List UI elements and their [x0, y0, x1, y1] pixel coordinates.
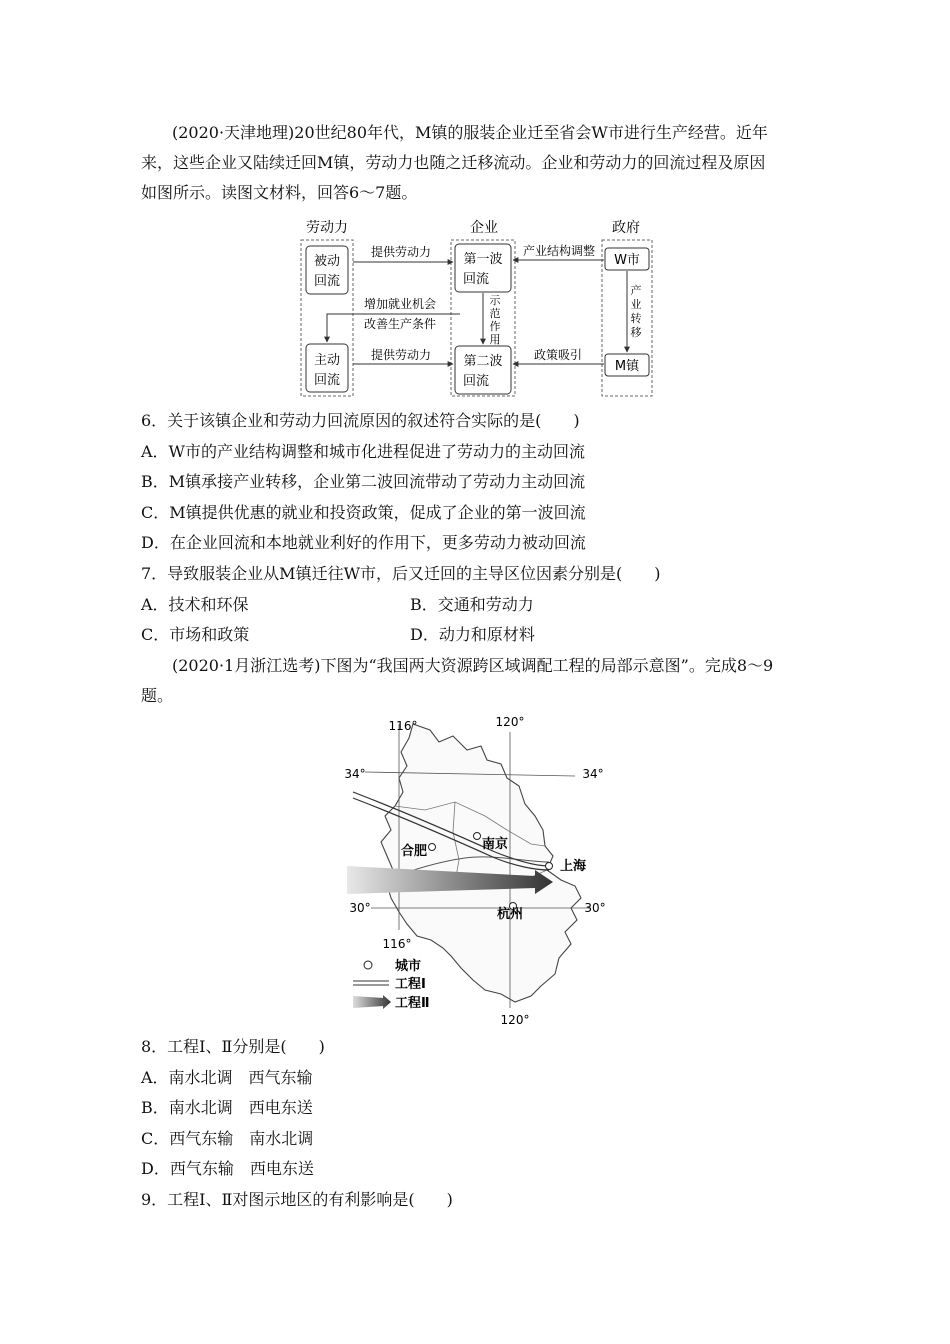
lon-120-top-label: 120°: [495, 715, 525, 729]
city-hefei: 合肥: [400, 844, 428, 859]
col-enterprise-label: 企业: [470, 220, 498, 236]
second-wave-label-1: 第二波: [463, 354, 503, 369]
transfer-char-4: 移: [630, 326, 642, 339]
q7-option-c: C．市场和政策: [141, 625, 250, 644]
region-map: [335, 712, 615, 1030]
second-wave-label-2: 回流: [462, 374, 490, 389]
city-hangzhou: 杭州: [496, 907, 524, 922]
passive-return-label-1: 被动: [313, 254, 341, 269]
q7-option-d: D．动力和原材料: [410, 625, 535, 644]
q9-stem: 9．工程Ⅰ、Ⅱ对图示地区的有利影响是( ): [141, 1190, 453, 1209]
first-wave-label-2: 回流: [462, 272, 490, 287]
arrow-policy-label: 政策吸引: [533, 348, 583, 362]
q8-option-b: B．南水北调 西电东送: [141, 1098, 313, 1117]
transfer-char-3: 转: [630, 312, 642, 325]
city-shanghai-marker: [546, 863, 553, 870]
active-return-label-1: 主动: [313, 353, 341, 368]
q7-option-a: A．技术和环保: [141, 595, 249, 614]
city-nanjing-marker: [474, 833, 481, 840]
legend-project-2: 工程Ⅱ: [395, 996, 430, 1011]
q8-stem: 8．工程Ⅰ、Ⅱ分别是( ): [141, 1037, 325, 1056]
q8-option-d: D．西气东输 西电东送: [141, 1159, 314, 1178]
q7-stem: 7．导致服装企业从M镇迁往W市，后又迁回的主导区位因素分别是( ): [141, 564, 661, 583]
passive-return-label-2: 回流: [313, 274, 341, 289]
employment-label-2: 改善生产条件: [363, 317, 437, 331]
city-hefei-marker: [429, 844, 436, 851]
demo-char-2: 范: [489, 307, 501, 320]
q6-option-d: D．在企业回流和本地就业利好的作用下，更多劳动力被动回流: [141, 533, 586, 552]
col-labor-label: 劳动力: [306, 220, 348, 236]
flow-diagram: [290, 214, 660, 400]
legend-project-2-icon: [353, 995, 391, 1009]
m-town-label: M镇: [614, 359, 640, 374]
lat-34-right-label: 34°: [582, 767, 604, 781]
col-gov-label: 政府: [612, 220, 640, 236]
employment-label-1: 增加就业机会: [363, 297, 437, 311]
city-nanjing: 南京: [481, 837, 509, 852]
intro1-line3: 如图所示。读图文材料，回答6～7题。: [141, 183, 418, 202]
lon-116-top-label: 116°: [388, 719, 418, 733]
city-shanghai: 上海: [559, 859, 587, 874]
legend-city: 城市: [395, 959, 422, 974]
lat-30-right-label: 30°: [584, 901, 606, 915]
demo-char-1: 示: [489, 294, 501, 307]
intro1-line1: (2020·天津地理)20世纪80年代，M镇的服装企业迁至省会W市进行生产经营。近年: [172, 123, 768, 142]
q6-option-c: C．M镇提供优惠的就业和投资政策，促成了企业的第一波回流: [141, 503, 586, 522]
intro2-line1: (2020·1月浙江选考)下图为“我国两大资源跨区域调配工程的局部示意图”。完成8～9: [172, 656, 774, 675]
transfer-char-2: 业: [630, 298, 642, 311]
q6-stem: 6．关于该镇企业和劳动力回流原因的叙述符合实际的是( ): [141, 411, 580, 430]
first-wave-label-1: 第一波: [463, 252, 503, 267]
q8-option-c: C．西气东输 南水北调: [141, 1129, 314, 1148]
arrow-labor-top-label: 提供劳动力: [370, 245, 432, 259]
legend-project-1: 工程Ⅰ: [395, 977, 426, 992]
active-return-label-2: 回流: [313, 373, 341, 388]
w-city-label: W市: [614, 253, 640, 268]
demo-char-4: 用: [489, 333, 501, 346]
legend-city-icon: [364, 961, 372, 969]
lon-116-bottom-label: 116°: [382, 937, 412, 951]
lat-34-left-label: 34°: [344, 767, 366, 781]
lon-120-bottom-label: 120°: [500, 1013, 530, 1027]
intro2-line2: 题。: [141, 686, 174, 705]
q8-option-a: A．南水北调 西气东输: [141, 1068, 313, 1087]
demo-char-3: 作: [489, 320, 501, 333]
q6-option-a: A．W市的产业结构调整和城市化进程促进了劳动力的主动回流: [141, 442, 586, 461]
arrow-labor-bottom-label: 提供劳动力: [370, 348, 432, 362]
intro1-line2: 来，这些企业又陆续迁回M镇，劳动力也随之迁移流动。企业和劳动力的回流过程及原因: [141, 153, 766, 172]
lat-30-left-label: 30°: [349, 901, 371, 915]
q7-option-b: B．交通和劳动力: [410, 595, 534, 614]
transfer-char-1: 产: [630, 284, 642, 297]
q6-option-b: B．M镇承接产业转移，企业第二波回流带动了劳动力主动回流: [141, 472, 586, 491]
arrow-industry-label: 产业结构调整: [522, 244, 596, 258]
